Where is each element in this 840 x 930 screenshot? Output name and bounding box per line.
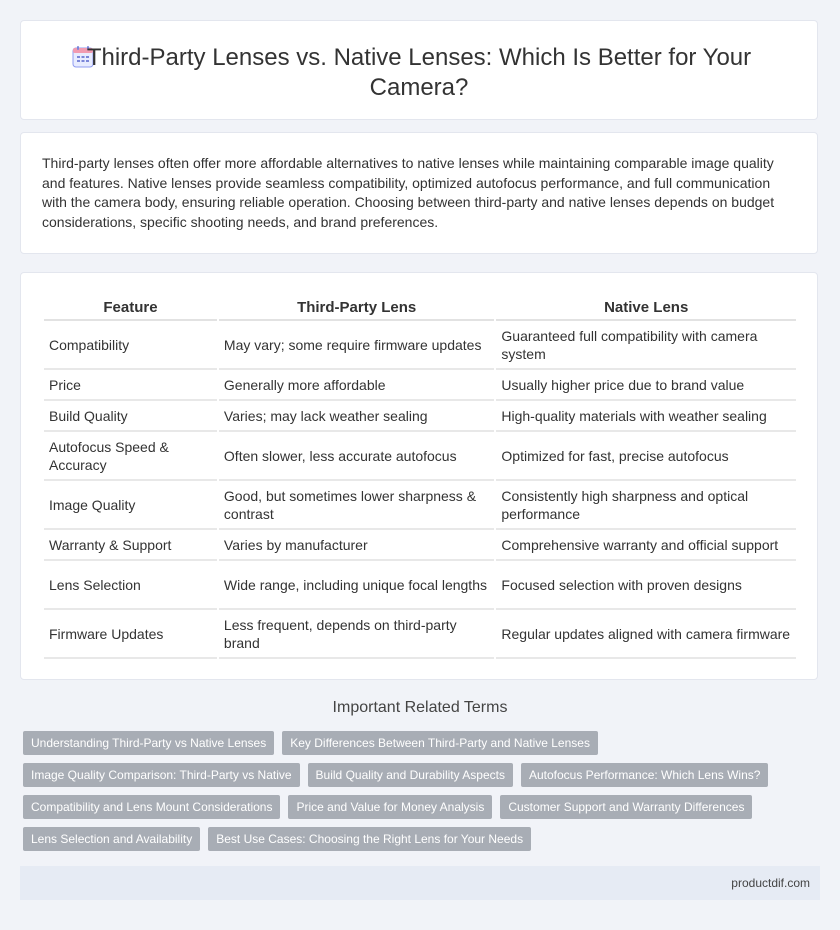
table-row <box>44 432 796 481</box>
related-terms <box>23 731 823 859</box>
third-party-cell: Varies; may lack weather sealing <box>219 401 494 432</box>
header-native: Native Lens <box>496 293 796 321</box>
footer <box>20 866 820 900</box>
table-row <box>44 370 796 401</box>
related-term-tag[interactable]: Key Differences Between Third-Party and Native Lenses <box>282 731 598 755</box>
third-party-cell: Less frequent, depends on third-party brand <box>219 610 494 659</box>
feature-cell: Autofocus Speed & Accuracy <box>44 432 217 481</box>
feature-cell: Build Quality <box>44 401 217 432</box>
feature-cell: Price <box>44 370 217 401</box>
related-term-tag[interactable]: Image Quality Comparison: Third-Party vs Native <box>23 763 300 787</box>
footer-site-link[interactable]: productdif.com <box>731 876 810 890</box>
third-party-cell: Varies by manufacturer <box>219 530 494 561</box>
related-term-tag[interactable]: Autofocus Performance: Which Lens Wins? <box>521 763 768 787</box>
page-title: Third-Party Lenses vs. Native Lenses: Which Is Better for Your Camera? <box>86 44 752 101</box>
related-term-tag[interactable]: Compatibility and Lens Mount Considerations <box>23 795 280 819</box>
third-party-cell: Generally more affordable <box>219 370 494 401</box>
feature-cell: Compatibility <box>44 321 217 370</box>
table-row <box>44 321 796 370</box>
table-row <box>44 561 796 610</box>
intro-paragraph: Third-party lenses often offer more affordable alternatives to native lenses while maintaining comparable image quality and features. Native lenses provide seamless compatibility, optimized autofocus performance, and full communication with the camera body, ensuring reliable operation. Choosing between third-party and native lenses depends on budget considerations, specific shooting needs, and brand preferences. <box>42 155 775 230</box>
header-card <box>20 20 818 120</box>
native-cell: Optimized for fast, precise autofocus <box>496 432 796 481</box>
feature-cell: Firmware Updates <box>44 610 217 659</box>
native-cell: Focused selection with proven designs <box>496 561 796 610</box>
native-cell: Guaranteed full compatibility with camera system <box>496 321 796 370</box>
third-party-cell: May vary; some require firmware updates <box>219 321 494 370</box>
related-terms-heading: Important Related Terms <box>332 699 508 716</box>
related-term-tag[interactable]: Understanding Third-Party vs Native Lenses <box>23 731 274 755</box>
third-party-cell: Often slower, less accurate autofocus <box>219 432 494 481</box>
third-party-cell: Good, but sometimes lower sharpness & contrast <box>219 481 494 530</box>
related-term-tag[interactable]: Lens Selection and Availability <box>23 827 200 851</box>
related-term-tag[interactable]: Customer Support and Warranty Differences <box>500 795 752 819</box>
table-row <box>44 401 796 432</box>
table-row <box>44 481 796 530</box>
native-cell: Consistently high sharpness and optical performance <box>496 481 796 530</box>
third-party-cell: Wide range, including unique focal lengths <box>219 561 494 610</box>
feature-cell: Warranty & Support <box>44 530 217 561</box>
table-row <box>44 530 796 561</box>
native-cell: Regular updates aligned with camera firmware <box>496 610 796 659</box>
native-cell: High-quality materials with weather sealing <box>496 401 796 432</box>
intro-card <box>20 132 818 254</box>
header-feature: Feature <box>44 293 217 321</box>
related-term-tag[interactable]: Build Quality and Durability Aspects <box>308 763 513 787</box>
comparison-card <box>20 272 818 680</box>
related-term-tag[interactable]: Best Use Cases: Choosing the Right Lens for Your Needs <box>208 827 531 851</box>
feature-cell: Image Quality <box>44 481 217 530</box>
native-cell: Usually higher price due to brand value <box>496 370 796 401</box>
header-third-party: Third-Party Lens <box>219 293 494 321</box>
native-cell: Comprehensive warranty and official support <box>496 530 796 561</box>
table-row <box>44 610 796 659</box>
comparison-table <box>42 293 798 659</box>
related-term-tag[interactable]: Price and Value for Money Analysis <box>288 795 492 819</box>
table-header-row <box>44 293 796 321</box>
feature-cell: Lens Selection <box>44 561 217 610</box>
